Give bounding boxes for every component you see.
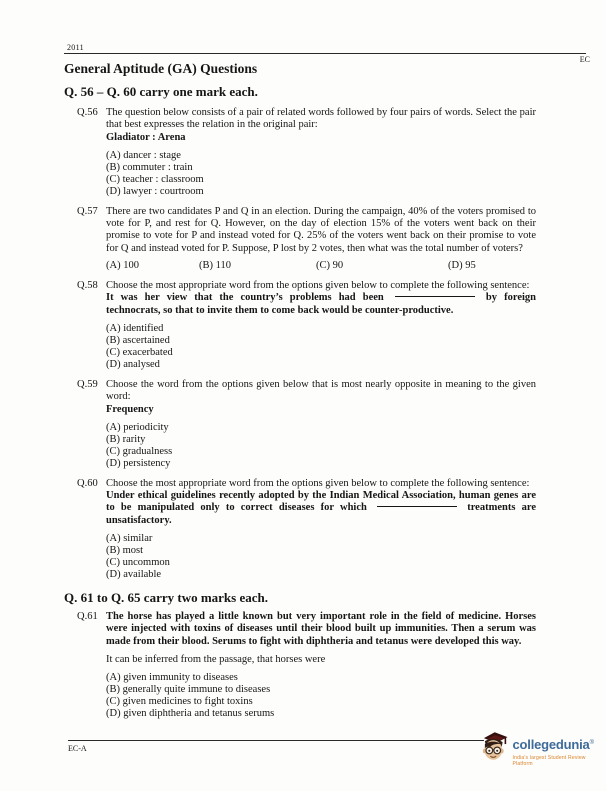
header-paper-code: EC <box>579 55 590 64</box>
option-a: (A) 100 <box>106 260 139 272</box>
question-number: Q.59 <box>77 378 98 390</box>
option-d: (D) available <box>106 569 162 581</box>
header-rule <box>64 53 586 54</box>
option-a: (A) identified <box>106 322 164 334</box>
question-59 <box>77 379 536 470</box>
header-year: 2011 <box>67 43 84 52</box>
option-b: (B) 110 <box>199 260 231 272</box>
option-a: (A) dancer : stage <box>106 149 181 161</box>
option-a: (A) periodicity <box>106 421 169 433</box>
question-sentence <box>106 490 536 527</box>
option-d: (D) persistency <box>106 457 171 469</box>
question-61 <box>77 611 536 720</box>
option-list <box>106 323 536 371</box>
option-c: (C) exacerbated <box>106 346 173 358</box>
question-number: Q.61 <box>77 611 98 623</box>
question-number: Q.58 <box>77 280 98 292</box>
page-title: General Aptitude (GA) Questions <box>64 61 258 76</box>
footer-paper-code: EC-A <box>68 744 87 753</box>
option-b: (B) commuter : train <box>106 161 193 173</box>
option-d: (D) given diphtheria and tetanus serums <box>106 708 275 720</box>
option-c: (C) 90 <box>316 260 344 272</box>
option-c: (C) teacher : classroom <box>106 173 204 185</box>
section-heading-one-mark: Q. 56 – Q. 60 carry one mark each. <box>64 84 258 99</box>
option-c: (C) uncommon <box>106 557 170 569</box>
option-a: (A) similar <box>106 533 153 545</box>
question-intro: The question below consists of a pair of related words followed by four pairs of words. Select the pair that best expresses the relation in the original pair: <box>106 107 536 131</box>
question-intro: Choose the most appropriate word from the options given below to complete the following sentence: <box>106 477 530 489</box>
mascot-icon <box>478 729 510 765</box>
blank-line <box>377 506 457 507</box>
option-list <box>106 672 536 720</box>
option-list <box>106 422 536 470</box>
question-number: Q.56 <box>77 107 98 118</box>
registered-mark-icon: ® <box>589 740 594 746</box>
option-b: (B) generally quite immune to diseases <box>106 684 271 696</box>
option-a: (A) given immunity to diseases <box>106 672 238 684</box>
sentence-after-blank: by foreign technocrats, so that to invite them to come back would be counter-productive. <box>106 292 536 316</box>
question-passage: The horse has played a little known but very important role in the field of medicine. Horses were injected with toxins of diseases until their blood built up immunities. Then a serum was made from their blood. Serums to fight with diphtheria and tetanus were developed this way. <box>106 611 536 647</box>
question-intro: Choose the word from the options given below that is most nearly opposite in meaning to the given word: <box>106 378 536 403</box>
logo-tagline: India's largest Student Review Platform <box>512 755 586 767</box>
option-list <box>106 260 536 272</box>
collegedunia-logo <box>478 729 606 767</box>
option-list <box>106 150 536 198</box>
option-list <box>106 533 536 581</box>
blank-line <box>395 296 475 297</box>
option-c: (C) given medicines to fight toxins <box>106 696 253 708</box>
question-lead: It can be inferred from the passage, that horses were <box>106 653 326 665</box>
footer-rule <box>68 740 484 741</box>
question-60 <box>77 478 536 581</box>
question-body: There are two candidates P and Q in an election. During the campaign, 40% of the voters promised to vote for P, and rest for Q. However, on the day of election 15% of the voters went back on their promise to vote for P and instead voted for Q. 25% of the voters went back on their promise to vote for Q and instead voted for P. Suppose, P lost by 2 votes, then what was the total number of voters? <box>106 205 536 254</box>
question-number: Q.57 <box>77 205 98 217</box>
option-d: (D) analysed <box>106 358 160 370</box>
option-c: (C) gradualness <box>106 445 173 457</box>
option-b: (B) rarity <box>106 433 146 445</box>
sentence-before-blank: Under ethical guidelines recently adopted by the Indian Medical Association, human genes are to be manipulated only to correct diseases for which <box>106 490 536 514</box>
logo-brand-text: collegedunia <box>512 737 590 752</box>
question-56 <box>77 107 536 198</box>
option-b: (B) most <box>106 545 144 557</box>
option-b: (B) ascertained <box>106 334 170 346</box>
question-given-word: Frequency <box>106 403 154 415</box>
question-intro: Choose the most appropriate word from the options given below to complete the following sentence: <box>106 280 530 292</box>
question-58 <box>77 280 536 371</box>
page-content <box>0 57 606 720</box>
question-sentence <box>106 292 536 317</box>
sentence-before-blank: It was her view that the country’s problems had been <box>106 292 384 304</box>
sentence-after-blank: treatments are unsatisfactory. <box>106 502 536 526</box>
question-57 <box>77 206 536 272</box>
option-d: (D) 95 <box>448 260 476 272</box>
section-heading-two-marks: Q. 61 to Q. 65 carry two marks each. <box>64 590 268 606</box>
question-word-pair: Gladiator : Arena <box>106 131 186 143</box>
option-d: (D) lawyer : courtroom <box>106 185 204 197</box>
question-number: Q.60 <box>77 477 98 489</box>
